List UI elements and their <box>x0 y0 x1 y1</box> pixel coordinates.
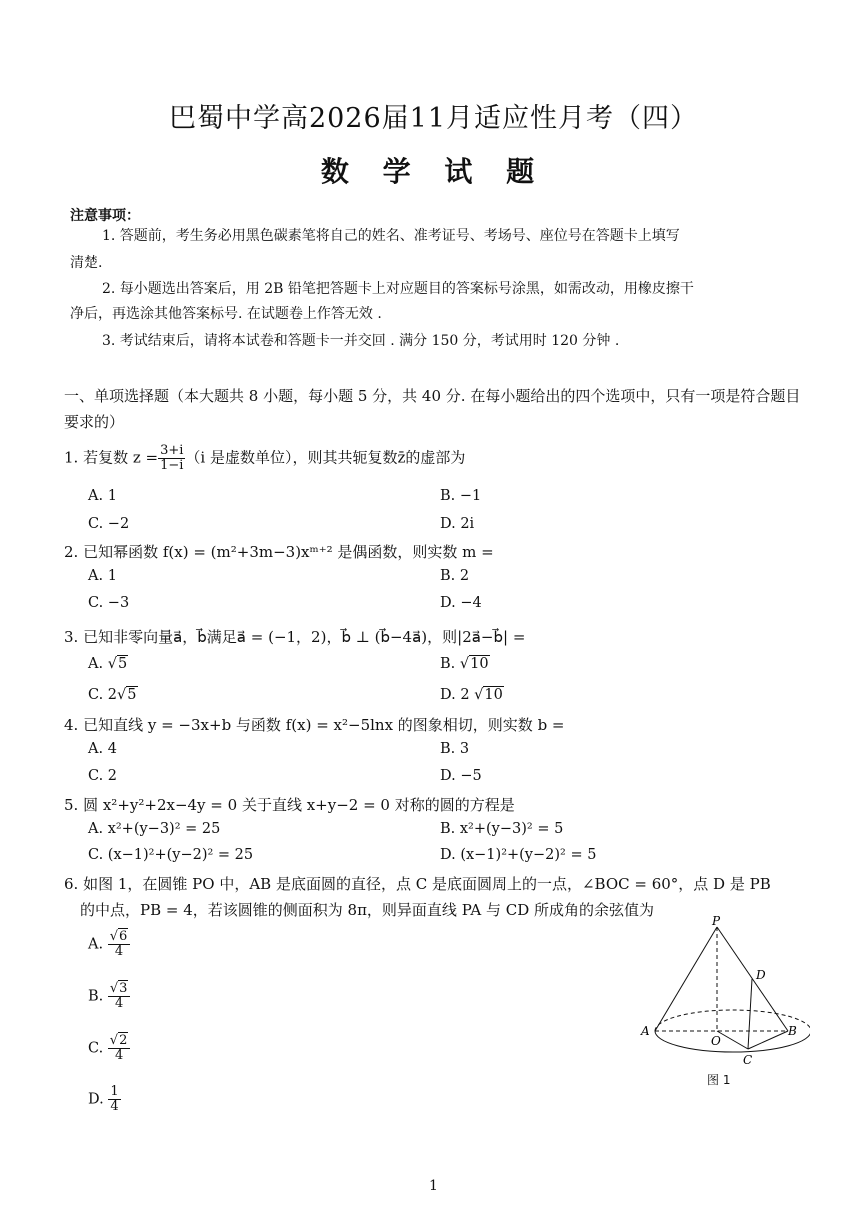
segment-CB <box>748 1031 788 1049</box>
note-item-1-line-2: 清楚. <box>70 255 103 271</box>
q6-b-label: B. <box>88 988 104 1005</box>
q3-option-c[interactable]: C. 2√5 <box>88 687 137 703</box>
q6-a-num: √6 <box>108 930 131 945</box>
label-P: P <box>712 915 721 928</box>
q6-c-den: 4 <box>114 1048 124 1063</box>
q3-d-label: D. 2 <box>440 687 470 703</box>
question-5-stem: 5. 圆 x²+y²+2x−4y = 0 关于直线 x+y−2 = 0 对称的圆的方程是 <box>64 796 515 814</box>
note-item-1-line-1: 1. 答题前，考生务必用黑色碳素笔将自己的姓名、准考证号、考场号、座位号在答题卡上填写 <box>102 228 680 244</box>
q1-frac-den: 1−i <box>160 458 184 473</box>
q6-b-fraction <box>108 982 131 1011</box>
q6-c-num: √2 <box>108 1034 131 1049</box>
q1-option-d[interactable]: D. 2i <box>440 516 475 532</box>
label-A: A <box>641 1024 650 1038</box>
q1-suffix: （i 是虚数单位），则其共轭复数z̄的虚部为 <box>185 448 466 467</box>
q6-option-b[interactable] <box>88 982 130 1011</box>
q6-option-c[interactable] <box>88 1034 130 1063</box>
q2-option-b[interactable]: B. 2 <box>440 568 470 584</box>
note-item-2-line-1: 2. 每小题选出答案后，用 2B 铅笔把答题卡上对应题目的答案标号涂黑，如需改动，用橡皮擦干 <box>102 281 694 297</box>
q6-a-den: 4 <box>114 944 124 959</box>
segment-OC <box>717 1031 748 1049</box>
question-6-stem-line-1: 6. 如图 1，在圆锥 PO 中，AB 是底面圆的直径，点 C 是底面圆周上的一点，∠BOC = 60°，点 D 是 PB <box>64 875 771 893</box>
q6-b-num: √3 <box>108 982 131 997</box>
segment-CD <box>748 979 752 1049</box>
q3-c-label: C. 2 <box>88 687 118 703</box>
question-6-stem-line-2: 的中点，PB = 4，若该圆锥的侧面积为 8π，则异面直线 PA 与 CD 所成角的余弦值为 <box>80 901 655 919</box>
q1-option-a[interactable]: A. 1 <box>88 488 117 504</box>
q3-c-radicand: 5 <box>127 687 137 703</box>
q1-frac-num: 3+i <box>160 443 184 458</box>
q3-option-d[interactable]: D. 2 √10 <box>440 687 503 703</box>
base-ellipse-front <box>655 1031 810 1052</box>
question-2-stem: 2. 已知幂函数 f(x) = (m²+3m−3)xᵐ⁺² 是偶函数，则实数 m = <box>64 543 494 561</box>
note-item-3: 3. 考试结束后，请将本试卷和答题卡一并交回 . 满分 150 分，考试用时 120 分钟 . <box>102 333 620 349</box>
notes-heading: 注意事项： <box>70 208 140 224</box>
q6-c-label: C. <box>88 1040 104 1057</box>
q6-d-num: 1 <box>110 1084 119 1099</box>
q3-a-label: A. <box>88 656 104 672</box>
q6-c-radicand: 2 <box>119 1033 128 1048</box>
q6-d-fraction <box>108 1085 120 1114</box>
q3-d-radicand: 10 <box>484 687 503 703</box>
q4-option-b[interactable]: B. 3 <box>440 741 470 757</box>
exam-title: 巴蜀中学高2026届11月适应性月考（四） <box>168 103 699 134</box>
q3-option-a[interactable]: A. √5 <box>88 656 128 672</box>
q4-option-c[interactable]: C. 2 <box>88 768 118 784</box>
q1-prefix: 1. 若复数 z = <box>64 448 159 467</box>
q6-a-label: A. <box>88 936 104 953</box>
exam-subtitle: 数 学 试 题 <box>320 155 547 188</box>
edge-PB <box>717 927 788 1031</box>
section-1-heading: 一、单项选择题（本大题共 8 小题，每小题 5 分，共 40 分. 在每小题给出的四个选项中，只有一项是符合题目要求的） <box>64 387 801 431</box>
q5-option-d[interactable]: D. (x−1)²+(y−2)² = 5 <box>440 847 597 863</box>
q6-option-a[interactable] <box>88 930 130 959</box>
label-C: C <box>743 1053 753 1067</box>
q2-option-d[interactable]: D. −4 <box>440 595 482 611</box>
label-B: B <box>788 1024 797 1038</box>
page-number: 1 <box>429 1178 438 1194</box>
question-1-stem <box>64 444 465 473</box>
q5-option-c[interactable]: C. (x−1)²+(y−2)² = 25 <box>88 847 254 863</box>
q6-d-label: D. <box>88 1091 104 1108</box>
note-item-2-line-2: 净后，再选涂其他答案标号. 在试题卷上作答无效 . <box>70 306 382 322</box>
q6-c-fraction <box>108 1034 131 1063</box>
q2-option-a[interactable]: A. 1 <box>88 568 117 584</box>
q3-b-label: B. <box>440 656 456 672</box>
q4-option-a[interactable]: A. 4 <box>88 741 117 757</box>
q1-fraction <box>158 444 185 473</box>
q3-a-radicand: 5 <box>117 656 128 672</box>
q3-b-radicand: 10 <box>470 656 489 672</box>
label-O: O <box>711 1034 721 1048</box>
figure-1-caption: 图 1 <box>707 1073 731 1087</box>
q5-option-a[interactable]: A. x²+(y−3)² = 25 <box>88 821 221 837</box>
q1-option-b[interactable]: B. −1 <box>440 488 482 504</box>
q6-d-den: 4 <box>110 1099 119 1114</box>
q6-b-den: 4 <box>115 996 124 1011</box>
q6-a-fraction <box>108 930 131 959</box>
question-4-stem: 4. 已知直线 y = −3x+b 与函数 f(x) = x²−5lnx 的图象相切，则实数 b = <box>64 716 565 734</box>
q6-b-radicand: 3 <box>119 981 128 996</box>
q3-option-b[interactable]: B. √10 <box>440 656 489 672</box>
q5-option-b[interactable]: B. x²+(y−3)² = 5 <box>440 821 564 837</box>
question-3-stem: 3. 已知非零向量a⃗，b⃗满足a⃗ = (−1，2)，b⃗ ⊥ (b⃗−4a⃗)，则|2a⃗−b⃗| = <box>64 628 526 646</box>
label-D: D <box>756 968 766 982</box>
figure-1-cone-diagram <box>630 915 810 1075</box>
edge-PA <box>655 927 717 1031</box>
q6-option-d[interactable] <box>88 1085 121 1114</box>
q2-option-c[interactable]: C. −3 <box>88 595 130 611</box>
base-ellipse-back <box>655 1010 810 1031</box>
q1-option-c[interactable]: C. −2 <box>88 516 130 532</box>
q4-option-d[interactable]: D. −5 <box>440 768 482 784</box>
q6-a-radicand: 6 <box>119 929 128 944</box>
